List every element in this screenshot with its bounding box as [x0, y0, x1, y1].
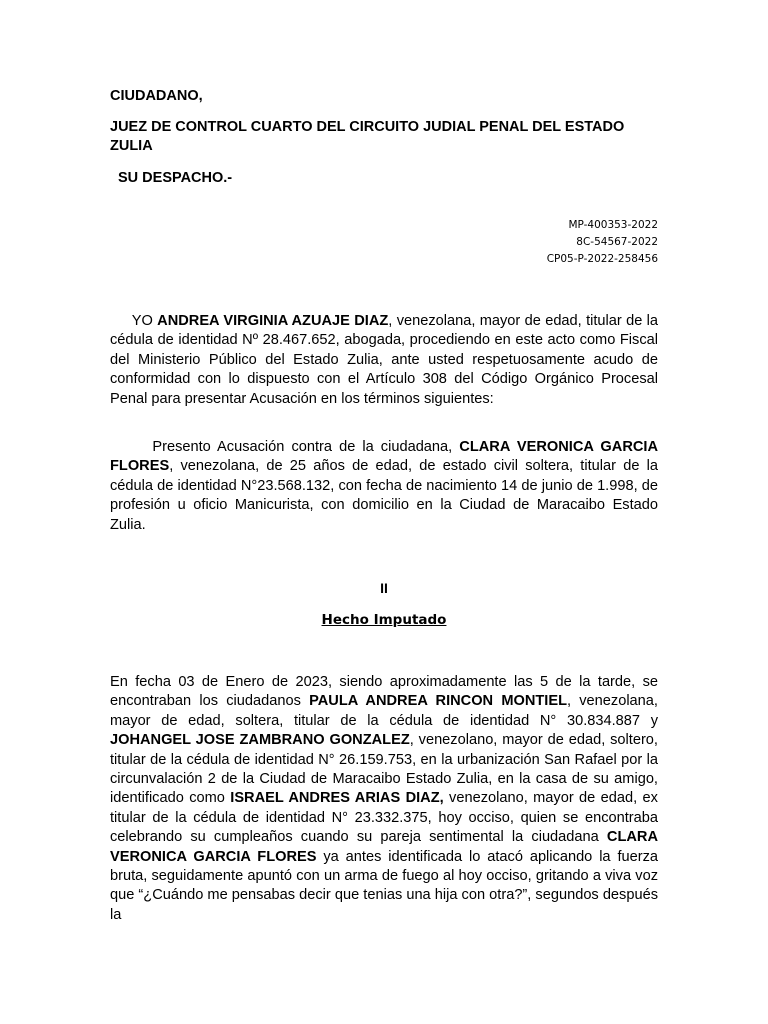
addressee-line-2: JUEZ DE CONTROL CUARTO DEL CIRCUITO JUDIAL PENAL DEL ESTADO ZULIA: [110, 119, 625, 154]
case-reference: CP05-P-2022-258456: [546, 253, 658, 265]
facts-text-3: , venezolano, mayor de edad, soltero, titular de la cédula de identidad N° 26.159.753, en la urbanización San Rafael por la circunvalación 2 de la Ciudad de Maracaibo Estado Zulia, en la casa de su amigo, identificado como: [110, 732, 658, 807]
case-reference: 8C-54567-2022: [576, 236, 658, 248]
facts-text-5: ya antes identificada lo atacó aplicando la fuerza bruta, seguidamente apuntó con un arma de fuego al hoy occiso, gritando a viva voz que “¿Cuándo me pensabas decir que tenias una hija con otra?”, segundos después la: [110, 848, 658, 923]
section-title: [110, 612, 658, 628]
accused-name: CLARA VERONICA GARCIA FLORES: [110, 439, 658, 475]
section-number: II: [380, 580, 388, 596]
facts-text-2: , venezolana, mayor de edad, soltera, titular de la cédula de identidad N° 30.834.887 y: [110, 693, 658, 729]
intro-paragraph: [110, 312, 658, 409]
case-reference: MP-400353-2022: [568, 219, 658, 231]
intro-text-2: , venezolana, mayor de edad, titular de la cédula de identidad Nº 28.467.652, abogada, procediendo en este acto como Fiscal del Ministerio Público del Estado Zulia, ante usted respetuosamente acudo de conformidad con lo dispuesto con el Artículo 308 del Código Orgánico Procesal Penal para presentar Acusación en los términos siguientes:: [110, 313, 659, 407]
accusation-text-1: Presento Acusación contra de la ciudadana,: [152, 439, 460, 455]
accusation-text-2: , venezolana, de 25 años de edad, de estado civil soltera, titular de la cédula de identidad N°23.568.132, con fecha de nacimiento 14 de junio de 1.998, de profesión u oficio Manicurista, con domicilio en la Ciudad de Maracaibo Estado Zulia.: [110, 458, 658, 533]
facts-paragraph: [110, 673, 658, 925]
facts-text-4: venezolano, mayor de edad, ex titular de la cédula de identidad N° 23.332.375, hoy occiso, quien se encontraba celebrando su cumpleaños cuando su pareja sentimental la ciudadana: [110, 790, 658, 846]
intro-text-1: YO: [131, 313, 158, 329]
section-title-text: Hecho Imputado: [321, 612, 447, 628]
accused-name: CLARA VERONICA GARCIA FLORES: [110, 829, 658, 865]
addressee-line-3: SU DESPACHO.-: [118, 170, 233, 186]
victim-name: ISRAEL ANDRES ARIAS DIAZ,: [230, 790, 444, 807]
accusation-paragraph: [110, 438, 658, 535]
prosecutor-name: ANDREA VIRGINIA AZUAJE DIAZ: [157, 313, 389, 329]
witness-name-1: PAULA ANDREA RINCON MONTIEL: [309, 693, 567, 710]
case-references: [547, 217, 658, 268]
witness-name-2: JOHANGEL JOSE ZAMBRANO GONZALEZ: [110, 732, 410, 749]
facts-text-1: En fecha 03 de Enero de 2023, siendo aproximadamente las 5 de la tarde, se encontraban los ciudadanos: [110, 674, 658, 710]
addressee-line-1: CIUDADANO,: [110, 88, 203, 104]
